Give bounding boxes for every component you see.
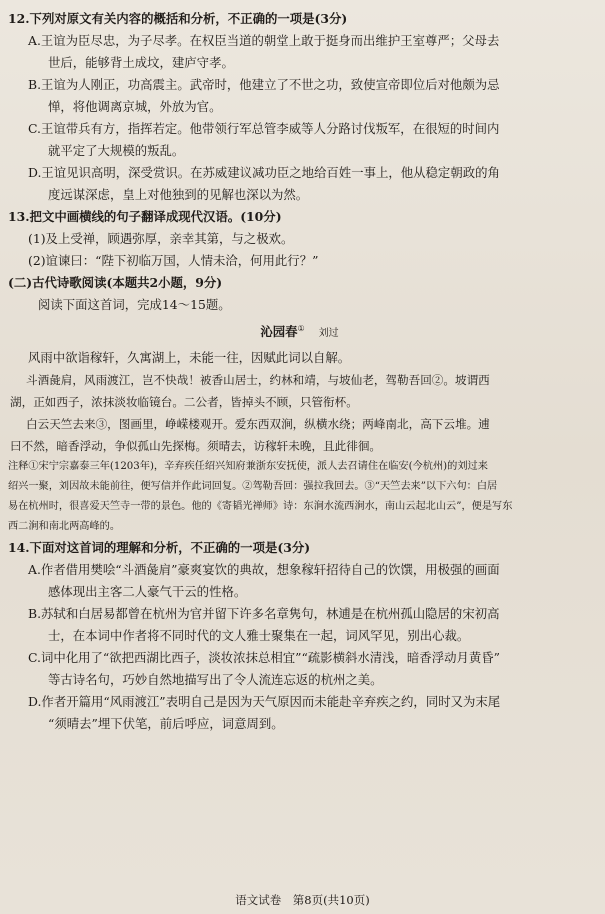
section-2: [8, 272, 591, 316]
poem-title: 沁园春: [260, 324, 298, 340]
option-a-line: A.王谊为臣尽忠，为子尽孝。在权臣当道的朝堂上敢于挺身而出维护王室尊严；父母去: [28, 33, 500, 48]
option-d-line: D.王谊见识高明，深受赏识。在苏威建议减功臣之地给百姓一事上，他从稳定朝政的角: [28, 165, 500, 180]
note-line: 易在杭州时，很喜爱天竺寺一带的景色。他的《寄韬光禅师》诗：东涧水流西涧水，南山云起北山云”，便是写东: [8, 501, 513, 513]
page-footer: 语文试卷 第8页(共10页): [235, 893, 370, 907]
poem-line: 斗酒彘肩，风雨渡江，岂不快哉！被香山居士，约林和靖，与坡仙老，驾勒吾回②。坡谓西: [26, 373, 490, 388]
option-a-line: A.作者借用樊哙“斗酒彘肩”豪爽宴饮的典故，想象稼轩招待自己的饮馔，用极强的画面: [28, 562, 500, 578]
section-intro: 阅读下面这首词，完成14～15题。: [38, 297, 231, 312]
option-b-line: 惮，将他调离京城，外放为官。: [48, 99, 222, 114]
option-d-line: 度远谋深虑，皇上对他独到的见解也深以为然。: [48, 187, 309, 202]
poem-preface: 风雨中欲诣稼轩，久寓湖上，未能一往，因赋此词以自解。: [28, 350, 351, 366]
option-b-line: B.王谊为人刚正，功高震主。武帝时，他建立了不世之功，致使宣帝即位后对他颇为忌: [28, 77, 500, 92]
option-c-line: 等古诗名句，巧妙自然地描写出了令人流连忘返的杭州之美。: [48, 672, 383, 688]
poem-line: 白云天竺去来③，图画里，峥嵘楼观开。爱东西双涧，纵横水绕；两峰南北，高下云堆。逋: [26, 417, 490, 432]
option-c-line: C.王谊带兵有方，指挥若定。他带领行军总管李威等人分路讨伐叛军，在很短的时间内: [28, 121, 500, 136]
question-14: [8, 537, 591, 735]
note-line: 注释①宋宁宗嘉泰三年(1203年)，辛弃疾任绍兴知府兼浙东安抚使，派人去召请住在临安(今杭州)的刘过来: [8, 461, 488, 473]
question-14-stem: 14.下面对这首词的理解和分析，不正确的一项是(3分): [8, 540, 311, 556]
question-12-stem: 12.下列对原文有关内容的概括和分析，不正确的一项是(3分): [8, 11, 348, 26]
translation-sentence-2: (2)谊谏曰：“陛下初临万国，人情未洽，何用此行？”: [28, 253, 319, 268]
question-12: [8, 8, 591, 206]
poem-line: 曰不然，暗香浮动，争似孤山先探梅。须晴去，访稼轩未晚，且此徘徊。: [10, 439, 382, 454]
poem-title-row: [8, 316, 591, 347]
option-b-line: 士，在本词中作者将不同时代的文人雅士聚集在一起，词风罕见，别出心裁。: [48, 628, 470, 644]
option-c-line: C.词中化用了“欲把西湖比西子，淡妆浓抹总相宜”“疏影横斜水清浅，暗香浮动月黄昏”: [28, 650, 500, 666]
option-b-line: B.苏轼和白居易都曾在杭州为官并留下许多名章隽句，林逋是在杭州孤山隐居的宋初高: [28, 606, 500, 622]
section-heading: (二)古代诗歌阅读(本题共2小题，9分): [8, 275, 223, 290]
option-c-line: 就平定了大规模的叛乱。: [48, 143, 185, 158]
note-line: 绍兴一聚，刘因故未能前往，便写信并作此词回复。②驾勒吾回：强拉我回去。③“天竺去来”以下六句：白居: [8, 481, 498, 493]
poem-title-mark: ①: [297, 324, 305, 333]
poem: [8, 316, 591, 457]
option-a-line: 感体现出主客二人豪气干云的性格。: [48, 584, 247, 600]
question-13-stem: 13.把文中画横线的句子翻译成现代汉语。(10分): [8, 209, 282, 224]
note-line: 西二涧和南北两高峰的。: [8, 521, 121, 533]
poem-notes: [8, 457, 591, 537]
poem-author: 刘过: [318, 328, 339, 340]
poem-line: 湖，正如西子，浓抹淡妆临镜台。二公者，皆掉头不顾，只管衔杯。: [10, 395, 358, 410]
option-a-line: 世后，能够背土成坟，建庐守孝。: [48, 55, 234, 70]
translation-sentence-1: (1)及上受禅，顾遇弥厚，亲幸其第，与之极欢。: [28, 231, 294, 246]
question-13: [8, 206, 591, 272]
option-d-line: “须晴去”埋下伏笔，前后呼应，词意周到。: [48, 716, 284, 732]
option-d-line: D.作者开篇用“风雨渡江”表明自己是因为天气原因而未能赴辛弃疾之约，同时又为末尾: [28, 694, 501, 710]
